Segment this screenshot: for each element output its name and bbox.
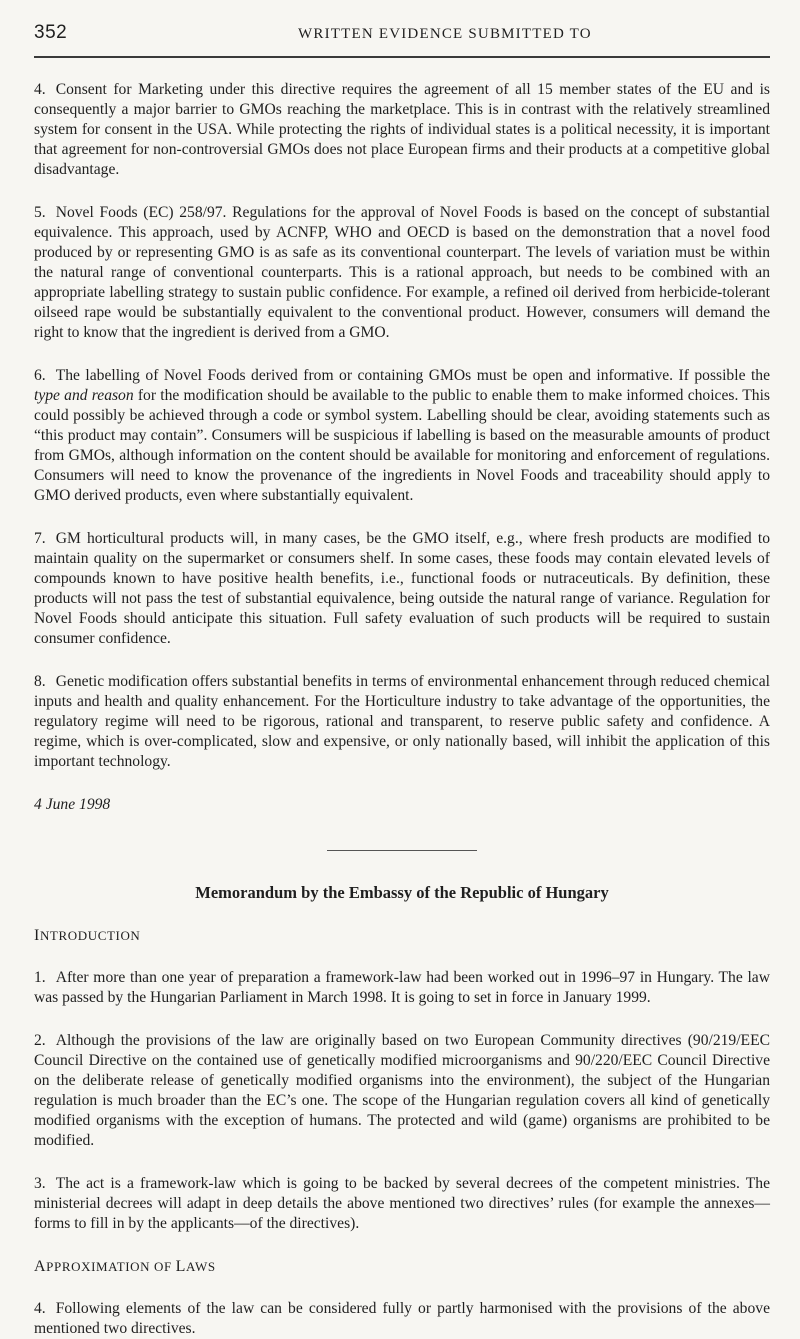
heading-rest: NTRODUCTION bbox=[39, 928, 141, 943]
paragraph-text-before: The labelling of Novel Foods derived from or containing GMOs must be open and informative. If possible the bbox=[55, 367, 770, 384]
paragraph-8 bbox=[34, 672, 770, 772]
paragraph-text-after: for the modification should be available to the public to enable them to make informed choices. This could possibly be achieved through a code or symbol system. Labelling should be clear, avoiding statements such as “this product may contain”. Consumers will be suspicious if labelling is based on the measurable amounts of product from GMOs, although information on the content should be available for monitoring and enforcement of regulations. Consumers will need to know the provenance of the ingredients in Novel Foods and traceability should apply to GMO derived products, even where substantially equivalent. bbox=[34, 387, 770, 504]
intro-paragraph-1 bbox=[34, 968, 770, 1008]
paragraph-number: 8. bbox=[34, 673, 46, 690]
heading-initial: I bbox=[34, 927, 40, 944]
paragraph-number: 6. bbox=[34, 367, 46, 384]
paragraph-text-italic: type and reason bbox=[34, 387, 134, 404]
document-date: 4 June 1998 bbox=[34, 796, 111, 813]
paragraph-7 bbox=[34, 529, 770, 649]
heading-rest: AWS bbox=[186, 1259, 216, 1274]
memorandum-title: Memorandum by the Embassy of the Republic of Hungary bbox=[195, 883, 609, 902]
paragraph-6 bbox=[34, 366, 770, 506]
heading-rest: PPROXIMATION OF bbox=[46, 1259, 176, 1274]
paragraph-text: Following elements of the law can be considered fully or partly harmonised with the provisions of the above mentioned two directives. bbox=[34, 1300, 770, 1337]
paragraph-text: Consent for Marketing under this directive requires the agreement of all 15 member states of the EU and is consequently a major barrier to GMOs reaching the marketplace. This is in contrast with the relatively streamlined system for consent in the USA. While protecting the rights of individual states is a political necessity, it is important that agreement for non-controversial GMOs does not place European firms and their products at a competitive global disadvantage. bbox=[34, 81, 770, 178]
paragraph-text: The act is a framework-law which is going to be backed by several decrees of the competent ministries. The ministerial decrees will adapt in deep details the above mentioned two directives’ rules (for example the annexes—forms to fill in by the applicants—of the directives). bbox=[34, 1175, 770, 1232]
paragraph-text: After more than one year of preparation a framework-law had been worked out in 1996–97 in Hungary. The law was passed by the Hungarian Parliament in March 1998. It is going to set in force in January 1999. bbox=[34, 969, 770, 1006]
paragraph-4 bbox=[34, 80, 770, 180]
paragraph-number: 2. bbox=[34, 1032, 46, 1049]
paragraph-number: 4. bbox=[34, 1300, 46, 1317]
paragraph-number: 7. bbox=[34, 530, 46, 547]
section-heading-introduction bbox=[34, 927, 770, 945]
heading-initial: L bbox=[175, 1258, 187, 1275]
paragraph-number: 3. bbox=[34, 1175, 46, 1192]
approx-paragraph-4 bbox=[34, 1299, 770, 1339]
section-heading-approximation-of-laws bbox=[34, 1258, 770, 1276]
intro-paragraph-3 bbox=[34, 1174, 770, 1234]
page-number: 352 bbox=[34, 22, 68, 43]
heading-initial: A bbox=[34, 1258, 47, 1275]
paragraph-text: Genetic modification offers substantial benefits in terms of environmental enhancement through reduced chemical inputs and health and quality enhancement. For the Horticulture industry to take advantage of the opportunities, the regulatory regime will need to be rigorous, rational and transparent, to reserve public safety and confidence. A regime, which is over-complicated, slow and expensive, or only nationally based, will inhibit the application of this important technology. bbox=[34, 673, 770, 770]
header-title: WRITTEN EVIDENCE SUBMITTED TO bbox=[298, 26, 592, 42]
section-divider bbox=[327, 850, 477, 851]
paragraph-5 bbox=[34, 203, 770, 343]
paragraph-text: Novel Foods (EC) 258/97. Regulations for the approval of Novel Foods is based on the concept of substantial equivalence. This approach, used by ACNFP, WHO and OECD is based on the demonstration that a novel food produced by or representing GMO is as safe as its conventional counterpart. The levels of variation must be within the natural range of conventional counterparts. This is a rational approach, but needs to be combined with an appropriate labelling strategy to sustain public confidence. For example, a refined oil derived from herbicide-tolerant oilseed rape would be substantially equivalent to the conventional product. However, consumers will demand the right to know that the ingredient is derived from a GMO. bbox=[34, 204, 770, 341]
paragraph-number: 1. bbox=[34, 969, 46, 986]
intro-paragraph-2 bbox=[34, 1031, 770, 1151]
paragraph-text: Although the provisions of the law are originally based on two European Community directives (90/219/EEC Council Directive on the contained use of genetically modified microorganisms and 90/220/EEC Council Directive on the deliberate release of genetically modified organisms into the environment), the subject of the Hungarian regulation is much broader than the EC’s one. The scope of the Hungarian regulation covers all kind of genetically modified organisms with the exception of humans. The protected and wild (game) organisms are prohibited to be modified. bbox=[34, 1032, 770, 1149]
running-header bbox=[34, 22, 770, 58]
paragraph-number: 4. bbox=[34, 81, 46, 98]
paragraph-text: GM horticultural products will, in many cases, be the GMO itself, e.g., where fresh products are modified to maintain quality on the supermarket or consumers shelf. In some cases, these foods may contain elevated levels of compounds known to have positive health benefits, i.e., functional foods or nutraceuticals. By definition, these products will not pass the test of substantial equivalence, being outside the natural range of variance. Regulation for Novel Foods should anticipate this situation. Full safety evaluation of such products will be required to sustain consumer confidence. bbox=[34, 530, 770, 647]
paragraph-number: 5. bbox=[34, 204, 46, 221]
